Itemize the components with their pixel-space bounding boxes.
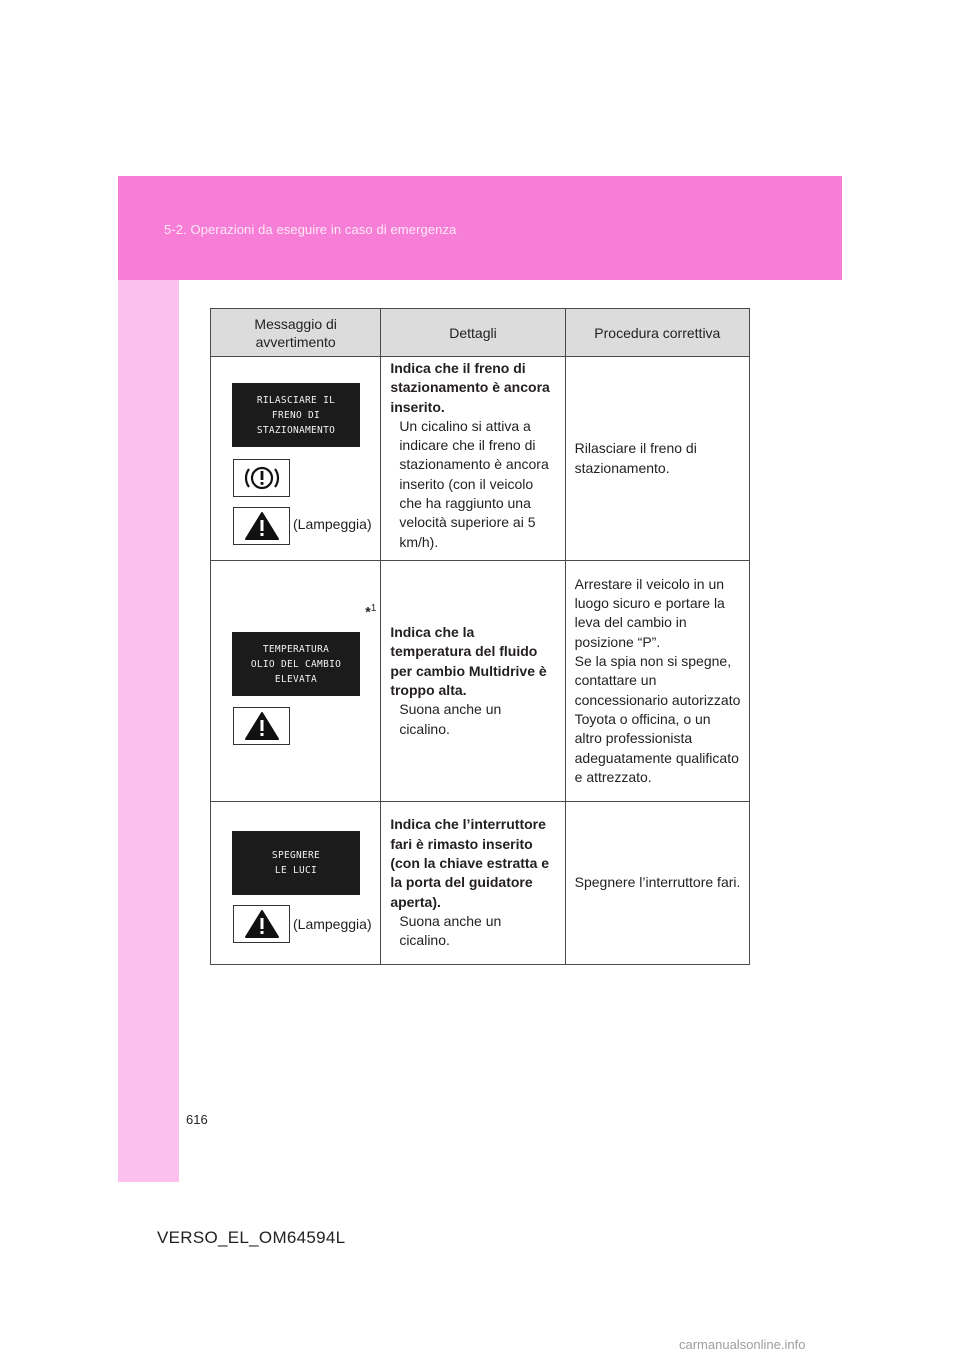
page-number: 616 — [186, 1112, 208, 1127]
detail-text: Suona anche un cicalino. — [399, 701, 502, 737]
message-cell — [211, 802, 381, 965]
procedure-text: Arrestare il veicolo in un luogo sicuro e portare la leva del cambio in posizione “P”. Se la spia non si spegne, contattare un concessionario autorizzato Toyota o officina, o un altro professionista adeguatamente qualificato e attrezzato. — [574, 575, 741, 785]
blink-note: (Lampeggia) — [293, 516, 372, 532]
procedure-cell — [565, 357, 749, 561]
brake-warning-icon — [233, 459, 290, 497]
details-cell — [381, 802, 565, 965]
table-row — [211, 357, 750, 561]
display-line: FRENO DI — [271, 409, 321, 421]
blink-note: (Lampeggia) — [293, 916, 372, 932]
col-header-message: Messaggio di avvertimento — [211, 309, 381, 357]
master-warning-icon — [233, 707, 290, 745]
display-message — [232, 632, 360, 696]
detail-title: Indica che l’interruttore fari è rimasto inserito (con la chiave estratta e la porta del guidatore aperta). — [390, 816, 550, 910]
col-header-details: Dettagli — [381, 309, 565, 357]
table-header-row — [211, 309, 750, 357]
details-cell — [381, 561, 565, 802]
detail-text: Suona anche un cicalino. — [399, 912, 502, 949]
procedure-cell — [565, 561, 749, 802]
table-row — [211, 561, 750, 802]
message-cell — [211, 357, 381, 561]
display-line: LE LUCI — [274, 865, 318, 876]
display-line: ELEVATA — [274, 673, 318, 685]
procedure-text: Rilasciare il freno di stazionamento. — [574, 440, 697, 476]
side-band — [118, 280, 179, 1182]
detail-title: Indica che la temperatura del fluido per cambio Multidrive è troppo alta. — [390, 624, 547, 698]
display-message — [232, 831, 360, 895]
display-line: TEMPERATURA — [262, 643, 330, 655]
details-cell — [381, 357, 565, 561]
watermark: carmanualsonline.info — [679, 1337, 806, 1352]
procedure-text: Spegnere l’interruttore fari. — [574, 874, 741, 891]
col-header-procedure: Procedura correttiva — [565, 309, 749, 357]
display-line: OLIO DEL CAMBIO — [250, 658, 342, 670]
detail-title: Indica che il freno di stazionamento è ancora inserito. — [390, 360, 550, 415]
document-code: VERSO_EL_OM64594L — [157, 1228, 346, 1247]
display-line: RILASCIARE IL — [256, 394, 336, 406]
display-line: STAZIONAMENTO — [256, 424, 336, 436]
warning-messages-table — [210, 308, 750, 965]
footnote-marker: *$^1$ — [365, 603, 377, 620]
display-line: SPEGNERE — [271, 850, 321, 861]
procedure-cell — [565, 802, 749, 965]
master-warning-icon — [233, 905, 290, 943]
display-message — [232, 383, 360, 447]
table-row — [211, 802, 750, 965]
detail-text: Un cicalino si attiva a indicare che il freno di stazionamento è ancora inserito (con il veicolo che ha raggiunto una velocità superiore ai 5 km/h). — [399, 417, 549, 550]
message-cell — [211, 561, 381, 802]
master-warning-icon — [233, 507, 290, 545]
section-title: 5-2. Operazioni da eseguire in caso di emergenza — [164, 222, 457, 237]
